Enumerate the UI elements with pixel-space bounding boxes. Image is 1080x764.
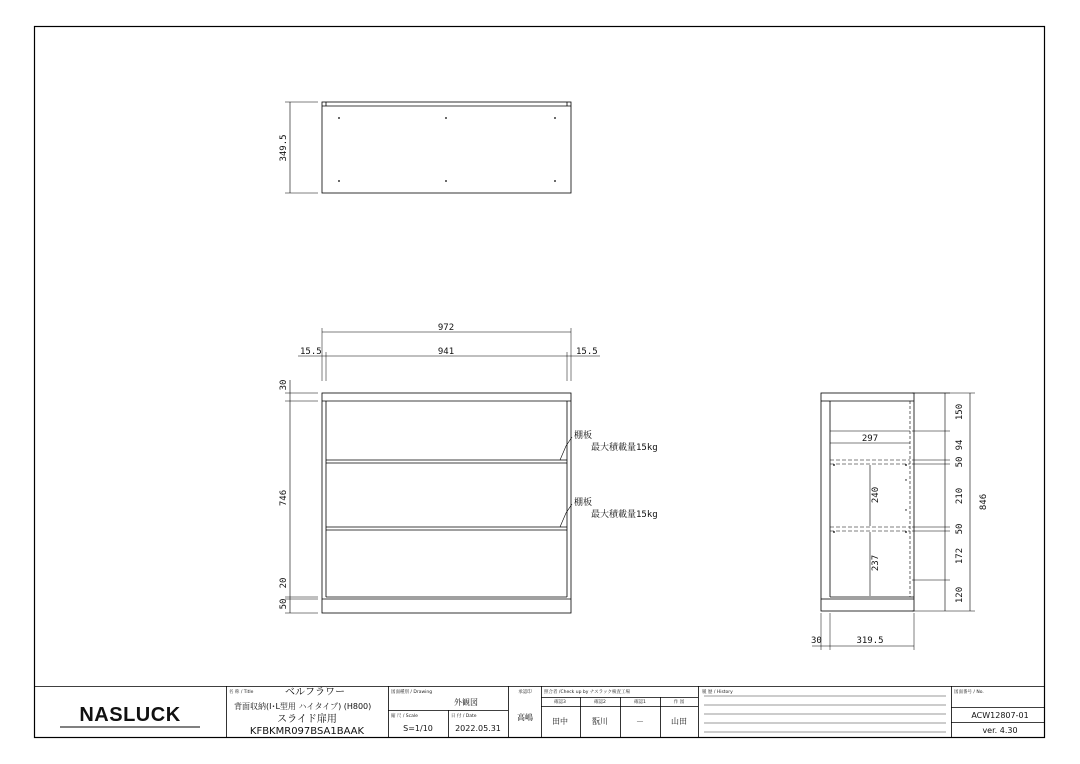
drawing-type: 外観図: [454, 698, 478, 707]
product-name: ベルフラワー: [285, 687, 345, 698]
title-line2: 背面収納(I･L型用 ハイタイプ) (H800): [234, 702, 372, 711]
date-value: 2022.05.31: [455, 724, 501, 733]
model-number: KFBKMR097BSA1BAAK: [249, 726, 365, 737]
scale-value: S=1/10: [403, 724, 433, 733]
dim-total-height: 846: [979, 493, 989, 511]
approver-caption: 承認印: [518, 690, 532, 695]
company-logo: NASLUCK: [79, 704, 181, 726]
title-block-text: [79, 686, 1028, 737]
check-sub-3: 確認1: [634, 700, 646, 705]
dim-top-depth: 349.5: [279, 134, 289, 162]
drawing-border: [35, 27, 1045, 738]
dim-inner-width: 941: [437, 347, 455, 357]
dim-bottom-board: 20: [279, 577, 289, 589]
checker-4: 山田: [671, 717, 687, 726]
top-view: [285, 102, 571, 193]
number-caption: 図面番号 / No.: [954, 690, 984, 695]
dim-seg-94: 94: [955, 439, 965, 451]
dim-overall-width: 972: [437, 323, 455, 333]
dim-back-offset: 30: [811, 636, 822, 646]
title-block: [34, 686, 1044, 737]
check-sub-2: 確認2: [594, 700, 606, 705]
dim-seg-210: 210: [955, 487, 965, 505]
checker-2: 翫川: [592, 717, 608, 726]
checker-1: 田中: [552, 717, 568, 726]
shelf2-load: 最大積載量15kg: [591, 510, 658, 520]
drawing-caption: 図面種別 / Drawing: [391, 690, 433, 695]
checker-3: －: [636, 717, 644, 726]
shelf1-load: 最大積載量15kg: [591, 443, 658, 453]
dim-seg-50a: 50: [955, 456, 965, 468]
dim-inner-height: 746: [279, 489, 289, 507]
dim-side-right: 15.5: [576, 347, 598, 357]
front-view-dims: [279, 323, 658, 609]
title-caption: 名 称 / Title: [229, 690, 254, 695]
dim-seg-120: 120: [955, 586, 965, 604]
dim-side-left: 15.5: [300, 347, 322, 357]
shelf2-label: 棚板: [574, 498, 593, 508]
scale-caption: 縮 尺 / Scale: [391, 714, 418, 719]
side-view: [812, 393, 975, 650]
drawing-number: ACW12807-01: [971, 711, 1029, 720]
dim-top-thickness: 30: [279, 379, 289, 391]
approver-name: 高嶋: [517, 713, 533, 722]
dim-shelf-gap-upper: 240: [871, 486, 881, 504]
dim-shelf-gap-lower: 237: [871, 554, 881, 572]
history-caption: 履 歴 / History: [702, 690, 733, 695]
dim-inner-depth: 297: [861, 434, 879, 444]
dim-plinth: 50: [279, 598, 289, 610]
dim-seg-50b: 50: [955, 523, 965, 535]
check-sub-4: 作 図: [673, 700, 685, 705]
date-caption: 日 付 / Date: [451, 714, 477, 719]
check-caption: 照合者 /Check up by ナスラック検査工場: [544, 690, 631, 695]
dim-seg-150: 150: [955, 403, 965, 421]
shelf1-label: 棚板: [574, 431, 593, 441]
front-view: [285, 328, 600, 613]
check-sub-1: 確認3: [554, 700, 566, 705]
dim-side-depth: 319.5: [856, 636, 884, 646]
title-line3: スライド扉用: [277, 714, 337, 725]
version: ver. 4.30: [982, 726, 1018, 735]
side-view-dims: [811, 404, 989, 646]
dim-seg-172: 172: [955, 547, 965, 565]
